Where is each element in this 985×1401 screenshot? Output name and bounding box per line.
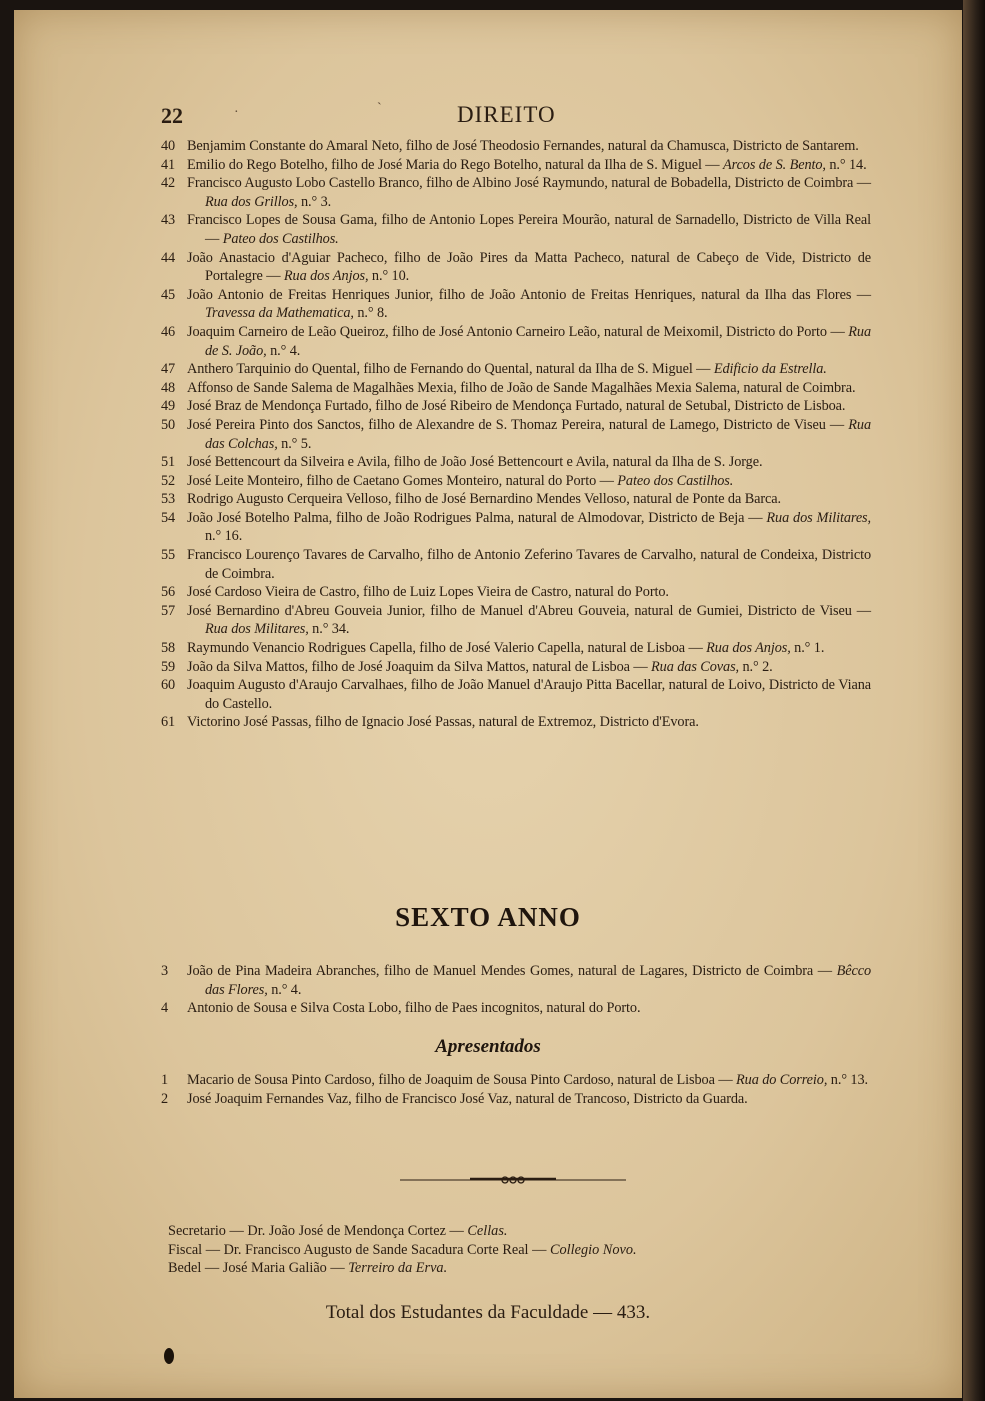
entry-number: 61	[161, 714, 176, 731]
entry-text	[187, 379, 871, 398]
list-item	[14, 1090, 962, 1109]
staff-line	[168, 1259, 888, 1278]
entry-description: Joaquim Augusto d'Araujo Carvalhaes, filho de João Manuel d'Araujo Pitta Bacellar, natural de Loivo, Districto de Viana do Castello.	[187, 677, 871, 712]
list-item	[14, 249, 962, 286]
list-item	[14, 1071, 962, 1090]
entry-address: Rua das Covas,	[651, 658, 740, 675]
entry-description: José Cardoso Vieira de Castro, filho de Luiz Lopes Vieira de Castro, natural do Porto.	[187, 584, 669, 601]
entry-address: Rua das Colchas,	[205, 416, 871, 452]
staff-line	[168, 1222, 888, 1241]
specks: ·	[234, 105, 239, 120]
entry-text	[187, 546, 871, 583]
entry-house-number: n.° 4.	[267, 981, 302, 998]
list-item	[14, 546, 962, 583]
entry-description: Macario de Sousa Pinto Cardoso, filho de Joaquim de Sousa Pinto Cardoso, natural de Lisboa —	[187, 1072, 733, 1088]
page-title: DIREITO	[457, 102, 556, 127]
staff-address: Cellas.	[467, 1223, 508, 1239]
staff-role: Secretario — Dr. João José de Mendonça Cortez —	[168, 1223, 464, 1239]
entry-number: 2	[161, 1090, 169, 1107]
entry-number: 43	[161, 212, 176, 229]
entry-address: Rua de S. João,	[205, 323, 871, 359]
entry-address: Pateo dos Castilhos.	[222, 230, 339, 247]
entry-text	[187, 323, 871, 360]
staff-line	[168, 1241, 888, 1260]
entry-text	[187, 639, 871, 658]
entry-description: Anthero Tarquinio do Quental, filho de Fernando do Quental, natural da Ilha de S. Miguel —	[187, 361, 711, 378]
page-header	[14, 103, 962, 131]
entry-text	[187, 509, 871, 546]
entry-number: 51	[161, 454, 176, 471]
page-number: 22	[161, 103, 183, 128]
apresentados-list	[14, 1071, 962, 1108]
entry-number: 56	[161, 584, 176, 601]
total-students: Total dos Estudantes da Faculdade — 433.	[325, 1302, 651, 1323]
entry-description: João Anastacio d'Aguiar Pacheco, filho de João Pires da Matta Pacheco, natural de Cabeço de Vide, Districto de Portalegre —	[187, 249, 871, 285]
entry-number: 50	[161, 416, 176, 433]
entry-address: Rua dos Militares,	[766, 509, 871, 526]
list-item	[14, 472, 962, 491]
section-heading-apresentados: Apresentados	[435, 1036, 541, 1057]
entry-description: João da Silva Mattos, filho de José Joaquim da Silva Mattos, natural de Lisboa —	[187, 658, 648, 675]
entry-house-number: n.° 14.	[825, 156, 867, 173]
entry-description: Raymundo Venancio Rodrigues Capella, filho de José Valerio Capella, natural de Lisboa —	[187, 640, 703, 657]
entry-address: Rua dos Militares,	[205, 621, 309, 638]
entry-house-number: n.° 8.	[353, 305, 388, 322]
entry-number: 44	[161, 249, 176, 266]
entry-description: Francisco Augusto Lobo Castello Branco, filho de Albino José Raymundo, natural de Bobadella, Districto de Coimbra —	[187, 175, 871, 192]
entry-text	[187, 1071, 871, 1090]
list-item	[14, 397, 962, 416]
list-item	[14, 323, 962, 360]
entry-address: Pateo dos Castilhos.	[617, 472, 734, 489]
entry-house-number: n.° 2.	[739, 658, 773, 675]
entry-address: Rua do Correio,	[736, 1072, 828, 1088]
entry-number: 3	[161, 963, 169, 979]
entry-description: Rodrigo Augusto Cerqueira Velloso, filho de José Bernardino Mendes Velloso, natural de Ponte da Barca.	[187, 491, 781, 508]
entry-description: Francisco Lourenço Tavares de Carvalho, filho de Antonio Zeferino Tavares de Carvalho, natural de Condeixa, Districto de Coimbra.	[187, 547, 871, 582]
entry-text	[187, 360, 871, 379]
entry-text	[187, 286, 871, 323]
entry-house-number: n.° 3.	[297, 193, 332, 210]
entry-text	[187, 211, 871, 248]
list-item	[14, 286, 962, 323]
entry-number: 49	[161, 398, 176, 415]
entry-number: 58	[161, 640, 176, 657]
list-item	[14, 360, 962, 379]
entry-description: Francisco Lopes de Sousa Gama, filho de Antonio Lopes Pereira Mourão, natural de Sarnadello, Districto de Villa Real —	[187, 212, 871, 247]
entry-description: Emilio do Rego Botelho, filho de José Maria do Rego Botelho, natural da Ilha de S. Miguel —	[187, 156, 720, 173]
entry-text	[187, 416, 871, 453]
entry-description: Victorino José Passas, filho de Ignacio José Passas, natural de Extremoz, Districto d'Evora.	[187, 714, 699, 731]
entry-text	[187, 156, 871, 175]
entry-number: 53	[161, 491, 176, 508]
staff-address: Terreiro da Erva.	[348, 1260, 448, 1277]
entry-house-number: n.° 1.	[790, 640, 825, 657]
entry-text	[187, 174, 871, 211]
entry-description: Benjamim Constante do Amaral Neto, filho de José Theodosio Fernandes, natural da Chamusca, Districto de Santarem.	[187, 138, 859, 154]
entry-house-number: n.° 4.	[266, 342, 301, 359]
entry-description: Joaquim Carneiro de Leão Queiroz, filho de José Antonio Carneiro Leão, natural de Meixomil, Districto do Porto —	[187, 323, 845, 340]
entry-description: José Bernardino d'Abreu Gouveia Junior, filho de Manuel d'Abreu Gouveia, natural de Gumiei, Districto de Viseu —	[187, 602, 871, 619]
list-item	[14, 379, 962, 398]
list-item	[14, 962, 962, 999]
student-list	[14, 137, 962, 732]
entry-number: 60	[161, 677, 176, 694]
entry-house-number: n.° 16.	[205, 528, 243, 545]
entry-description: José Joaquim Fernandes Vaz, filho de Francisco José Vaz, natural de Trancoso, Districto da Guarda.	[187, 1090, 748, 1107]
entry-number: 45	[161, 286, 176, 303]
entry-address: Rua dos Anjos,	[283, 268, 369, 285]
entry-number: 47	[161, 361, 176, 378]
list-item	[14, 676, 962, 713]
ornamental-rule	[400, 1176, 626, 1184]
entry-address: Arcos de S. Bento,	[723, 156, 826, 173]
entry-description: José Braz de Mendonça Furtado, filho de José Ribeiro de Mendonça Furtado, natural de Setubal, Districto de Lisboa.	[187, 398, 846, 415]
entry-description: João Antonio de Freitas Henriques Junior, filho de João Antonio de Freitas Henriques, natural da Ilha das Flores —	[187, 286, 871, 303]
entry-address: Edificio da Estrella.	[713, 361, 827, 378]
list-item	[14, 453, 962, 472]
ink-blot	[164, 1348, 174, 1364]
list-item	[14, 999, 962, 1018]
entry-number: 4	[161, 1000, 169, 1017]
entry-number: 40	[161, 138, 176, 154]
entry-house-number: n.° 5.	[277, 435, 312, 452]
book-page	[14, 10, 962, 1398]
entry-number: 57	[161, 602, 176, 619]
staff-address: Collegio Novo.	[549, 1241, 637, 1258]
entry-number: 41	[161, 156, 176, 173]
entry-number: 59	[161, 658, 176, 675]
list-item	[14, 639, 962, 658]
entry-number: 55	[161, 547, 176, 564]
entry-text	[187, 453, 871, 472]
list-item	[14, 713, 962, 732]
entry-text	[187, 397, 871, 416]
entry-text	[187, 999, 871, 1018]
entry-number: 54	[161, 509, 176, 526]
entry-description: Antonio de Sousa e Silva Costa Lobo, filho de Paes incognitos, natural do Porto.	[187, 1000, 641, 1017]
entry-address: Rua dos Anjos,	[706, 640, 791, 657]
entry-text	[187, 472, 871, 491]
sexto-anno-list	[14, 962, 962, 1018]
entry-house-number: n.° 34.	[308, 621, 350, 638]
list-item	[14, 137, 962, 156]
entry-text	[187, 713, 871, 732]
entry-text	[187, 676, 871, 713]
entry-text	[187, 658, 871, 677]
list-item	[14, 583, 962, 602]
staff-role: Fiscal — Dr. Francisco Augusto de Sande Sacadura Corte Real —	[168, 1241, 547, 1258]
entry-text	[187, 583, 871, 602]
entry-number: 46	[161, 323, 176, 340]
entry-text	[187, 490, 871, 509]
list-item	[14, 156, 962, 175]
entry-description: Affonso de Sande Salema de Magalhães Mexia, filho de João de Sande Magalhães Mexia Salema, natural de Coimbra.	[187, 379, 856, 396]
staff-role: Bedel — José Maria Galião —	[168, 1260, 345, 1277]
entry-number: 52	[161, 472, 176, 489]
list-item	[14, 490, 962, 509]
list-item	[14, 602, 962, 639]
list-item	[14, 509, 962, 546]
entry-house-number: n.° 13.	[827, 1072, 868, 1088]
list-item	[14, 416, 962, 453]
faculty-staff	[168, 1222, 888, 1278]
entry-number: 1	[161, 1072, 169, 1088]
entry-address: Bêcco das Flores,	[205, 963, 871, 998]
entry-number: 48	[161, 379, 176, 396]
entry-text	[187, 602, 871, 639]
book-spine	[963, 0, 985, 1401]
entry-description: José Pereira Pinto dos Sanctos, filho de Alexandre de S. Thomaz Pereira, natural de Lamego, Districto de Viseu —	[187, 416, 845, 433]
list-item	[14, 211, 962, 248]
entry-text	[187, 137, 871, 156]
entry-description: João José Botelho Palma, filho de João Rodrigues Palma, natural de Almodovar, Districto de Beja —	[187, 509, 763, 526]
entry-description: José Leite Monteiro, filho de Caetano Gomes Monteiro, natural do Porto —	[187, 472, 614, 489]
entry-text	[187, 962, 871, 999]
entry-number: 42	[161, 175, 176, 192]
section-heading-sexto-anno: SEXTO ANNO	[395, 902, 581, 932]
list-item	[14, 658, 962, 677]
entry-description: João de Pina Madeira Abranches, filho de Manuel Mendes Gomes, natural de Lagares, Districto de Coimbra —	[187, 963, 832, 979]
entry-address: Travessa da Mathematica,	[205, 305, 354, 322]
entry-description: José Bettencourt da Silveira e Avila, filho de João José Bettencourt e Avila, natural da Ilha de S. Jorge.	[187, 454, 763, 471]
entry-text	[187, 1090, 871, 1109]
list-item	[14, 174, 962, 211]
entry-address: Rua dos Grillos,	[205, 193, 298, 210]
specks: ˋ	[377, 101, 382, 116]
entry-text	[187, 249, 871, 286]
entry-house-number: n.° 10.	[368, 268, 410, 285]
